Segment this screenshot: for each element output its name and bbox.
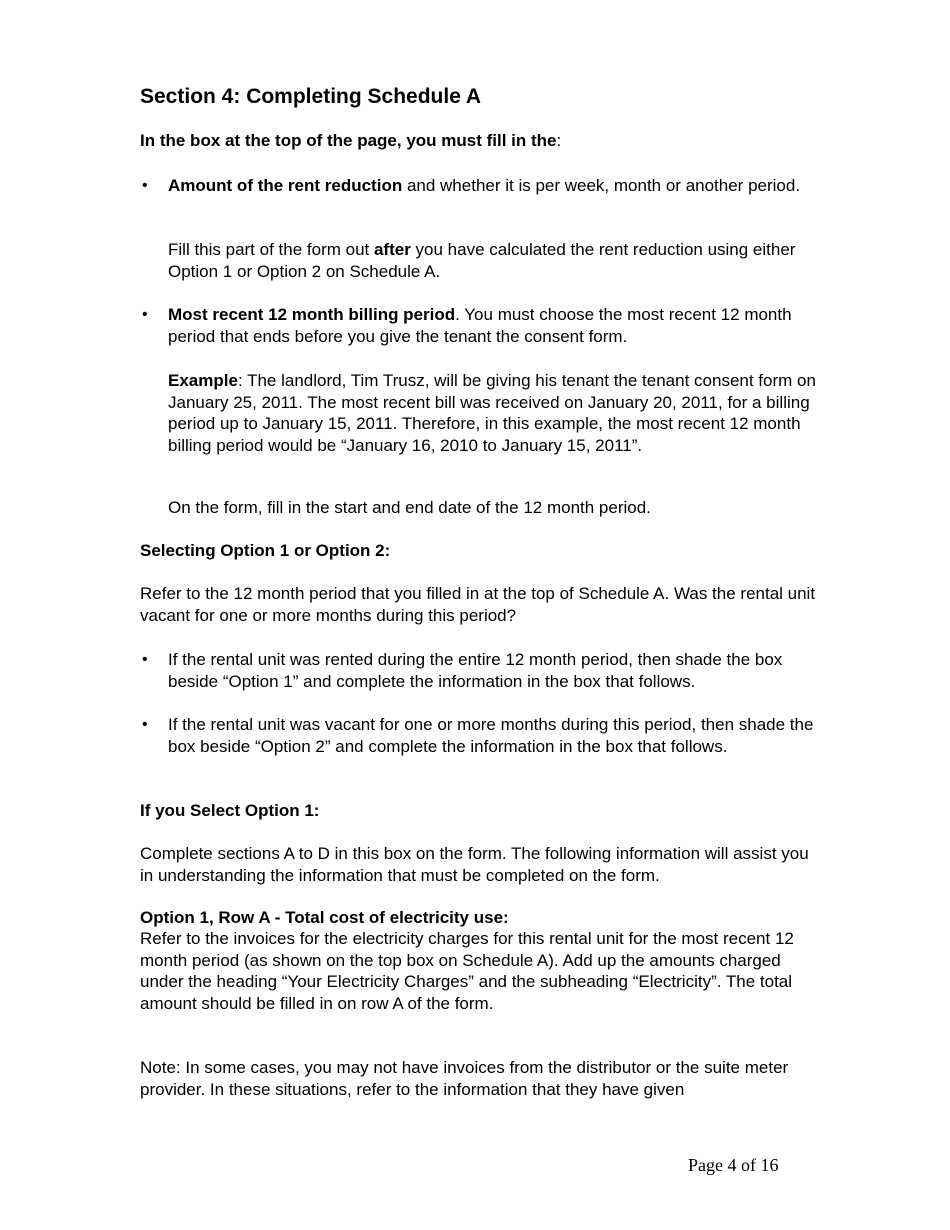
list-item-option2-rule: If the rental unit was vacant for one or more months during this period, then shade the box beside “Option 2” and complete the information in the box that follows. xyxy=(168,715,814,756)
intro-text xyxy=(140,130,820,152)
note-post: you have calculated the rent reduction using either Option 1 or Option 2 on Schedule A. xyxy=(168,240,796,281)
fill-dates-text: On the form, fill in the start and end date of the 12 month period. xyxy=(168,498,651,517)
bullet-icon: • xyxy=(142,177,148,194)
rent-reduction-bold: Amount of the rent reduction xyxy=(168,176,403,195)
intro-bold: In the box at the top of the page, you must fill in the xyxy=(140,131,557,150)
intro-tail: : xyxy=(556,131,562,150)
list-item-option1-rule: If the rental unit was rented during the entire 12 month period, then shade the box beside “Option 1” and complete the information in the box that follows. xyxy=(168,650,783,691)
note-paragraph: Note: In some cases, you may not have invoices from the distributor or the suite meter provider. In these situations, refer to the information that they have given xyxy=(140,1058,789,1099)
billing-period-text: . You must choose the most recent 12 month period that ends before you give the tenant the consent form. xyxy=(168,305,792,346)
example-label: Example xyxy=(168,371,238,390)
row-a-heading: Option 1, Row A - Total cost of electricity use: xyxy=(140,908,509,927)
list-item-billing-period xyxy=(168,304,818,347)
page-number: Page 4 of 16 xyxy=(688,1155,779,1175)
bullet-icon: • xyxy=(142,306,148,323)
rent-reduction-note xyxy=(168,239,818,282)
example-text: : The landlord, Tim Trusz, will be giving his tenant the tenant consent form on January 25, 2011. The most recent bill was received on January 20, 2011, for a billing period up to January 15, 2011. Therefore, in this example, the most recent 12 month billing period would be “January 16, 2010 to January 15, 2011”. xyxy=(168,371,816,455)
rent-reduction-text: and whether it is per week, month or another period. xyxy=(402,176,801,195)
option1-paragraph: Complete sections A to D in this box on the form. The following information will assist you in understanding the information that must be completed on the form. xyxy=(140,844,809,885)
selecting-heading: Selecting Option 1 or Option 2: xyxy=(140,541,391,560)
note-bold: after xyxy=(373,240,411,259)
list-item-rent-reduction xyxy=(168,175,818,197)
bullet-icon: • xyxy=(142,716,148,733)
selecting-paragraph: Refer to the 12 month period that you filled in at the top of Schedule A. Was the rental unit vacant for one or more months during this period? xyxy=(140,584,816,625)
example-paragraph xyxy=(168,370,818,456)
bullet-icon: • xyxy=(142,651,148,668)
option1-heading: If you Select Option 1: xyxy=(140,801,320,820)
note-pre: Fill this part of the form out xyxy=(168,240,374,259)
row-a-paragraph: Refer to the invoices for the electricity charges for this rental unit for the most recent 12 month period (as shown on the top box on Schedule A). Add up the amounts charged under the heading “Your Electricity Charges” and the subheading “Electricity”. The total amount should be filled in on row A of the form. xyxy=(140,929,794,1013)
page-title: Section 4: Completing Schedule A xyxy=(140,85,482,108)
billing-period-bold: Most recent 12 month billing period xyxy=(168,305,456,324)
